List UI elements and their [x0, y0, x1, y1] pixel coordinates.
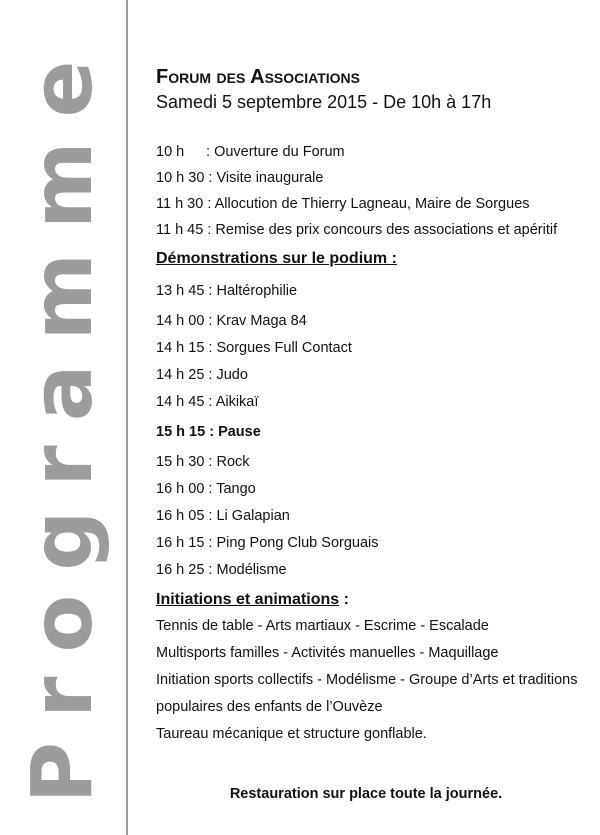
demo-row: 16 h 05 : Li Galapian — [156, 508, 290, 524]
demo-label: Tango — [216, 481, 256, 497]
demo-label: Li Galapian — [216, 508, 290, 524]
demo-time: 14 h 45 — [156, 394, 205, 410]
schedule-label: Allocution de Thierry Lagneau, Maire de Sorgues — [214, 196, 530, 212]
demo-row: 14 h 15 : Sorgues Full Contact — [156, 340, 352, 356]
initiation-line: Tennis de table - Arts martiaux - Escrime - Escalade — [156, 618, 489, 634]
demo-time: 13 h 45 — [156, 283, 205, 299]
vertical-title-text: Programme — [13, 36, 111, 804]
schedule-label: Visite inaugurale — [216, 170, 324, 186]
vertical-title — [0, 0, 124, 835]
demo-row: 13 h 45 : Haltérophilie — [156, 283, 298, 299]
initiations-list — [156, 618, 586, 743]
demo-row: 16 h 25 : Modélisme — [156, 562, 287, 578]
demo-time: 16 h 05 — [156, 508, 205, 524]
schedule-row: 11 h 45 : Remise des prix concours des associations et apéritif — [156, 222, 558, 238]
demos-list — [156, 283, 586, 579]
demo-time: 14 h 25 — [156, 367, 205, 383]
initiation-line: Initiation sports collectifs - Modélisme - Groupe d’Arts et traditions — [156, 672, 578, 688]
schedule-row: 10 h : Ouverture du Forum — [156, 144, 345, 160]
demo-label: Haltérophilie — [216, 283, 298, 299]
schedule-list — [156, 144, 586, 239]
demo-time: 16 h 15 — [156, 535, 205, 551]
schedule-label: Remise des prix concours des associations et apéritif — [215, 222, 558, 238]
demo-row: 14 h 45 : Aikikaï — [156, 394, 259, 410]
schedule-time: 11 h 45 — [156, 222, 204, 238]
event-title: Forum des Associations — [156, 66, 361, 88]
schedule-time: 10 h 30 — [156, 170, 205, 186]
schedule-time: 11 h 30 — [156, 196, 204, 212]
demo-row: 16 h 00 : Tango — [156, 481, 256, 497]
schedule-row: 11 h 30 : Allocution de Thierry Lagneau, Maire de Sorgues — [156, 196, 530, 212]
demo-row: 15 h 30 : Rock — [156, 454, 250, 470]
demo-time: 15 h 15 — [156, 424, 206, 440]
program-content — [156, 64, 586, 743]
initiations-heading: Initiations et animations — [156, 591, 340, 608]
demo-time: 14 h 15 — [156, 340, 205, 356]
initiation-line: Multisports familles - Activités manuelles - Maquillage — [156, 645, 499, 661]
initiation-line: Taureau mécanique et structure gonflable. — [156, 726, 427, 742]
initiations-heading-row — [156, 590, 586, 610]
demos-heading: Démonstrations sur le podium : — [156, 250, 397, 267]
schedule-row: 10 h 30 : Visite inaugurale — [156, 170, 324, 186]
demo-label: Rock — [216, 454, 250, 470]
demo-label: Modélisme — [216, 562, 287, 578]
schedule-time: 10 h — [156, 144, 185, 160]
initiations-heading-suffix: : — [339, 591, 349, 608]
initiation-line: populaires des enfants de l’Ouvèze — [156, 699, 383, 715]
demo-row: 14 h 00 : Krav Maga 84 — [156, 313, 307, 329]
demo-row-pause: 15 h 15 : Pause — [156, 424, 261, 440]
demo-label: Pause — [218, 424, 261, 440]
demo-label: Sorgues Full Contact — [216, 340, 352, 356]
demo-label: Krav Maga 84 — [216, 313, 307, 329]
demo-time: 15 h 30 — [156, 454, 205, 470]
event-date: Samedi 5 septembre 2015 - De 10h à 17h — [156, 92, 492, 112]
demo-label: Ping Pong Club Sorguais — [216, 535, 379, 551]
demo-label: Aikikaï — [215, 394, 259, 410]
vertical-divider — [126, 0, 128, 835]
demo-label: Judo — [216, 367, 248, 383]
schedule-label: Ouverture du Forum — [214, 144, 345, 160]
demo-time: 14 h 00 — [156, 313, 205, 329]
demo-row: 16 h 15 : Ping Pong Club Sorguais — [156, 535, 379, 551]
demo-row: 14 h 25 : Judo — [156, 367, 248, 383]
demo-time: 16 h 25 — [156, 562, 205, 578]
footer-note: Restauration sur place toute la journée. — [229, 786, 503, 802]
demo-time: 16 h 00 — [156, 481, 205, 497]
